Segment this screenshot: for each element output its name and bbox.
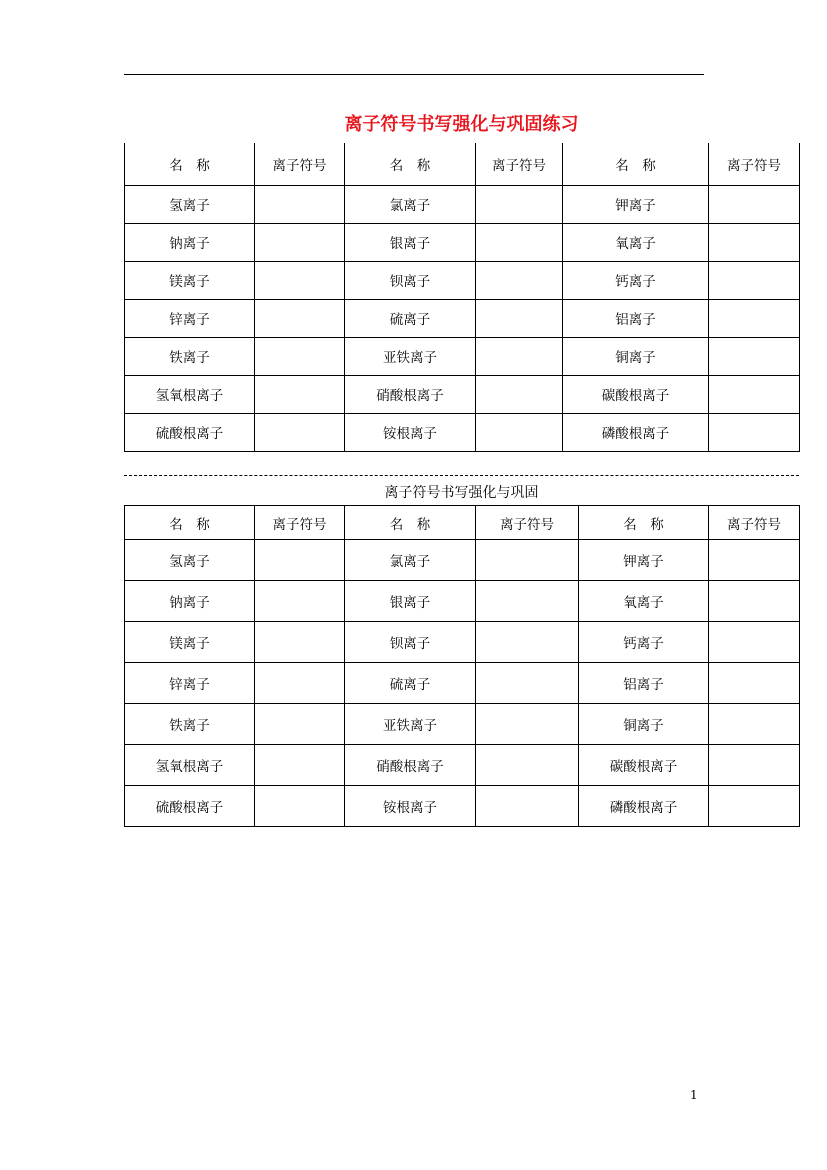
ion-name-cell: 铁离子	[125, 704, 255, 745]
table-row	[125, 185, 800, 223]
name-column-header: 名 称	[579, 506, 709, 540]
ion-symbol-answer-cell[interactable]	[709, 185, 800, 223]
ion-symbol-answer-cell[interactable]	[255, 413, 345, 451]
symbol-column-header: 离子符号	[476, 143, 563, 185]
ion-symbol-answer-cell[interactable]	[476, 299, 563, 337]
ion-symbol-answer-cell[interactable]	[255, 223, 345, 261]
ion-symbol-answer-cell[interactable]	[476, 261, 563, 299]
ion-symbol-answer-cell[interactable]	[709, 704, 800, 745]
table-row	[125, 299, 800, 337]
ion-name-cell: 铵根离子	[345, 786, 476, 827]
worksheet-title: 离子符号书写强化与巩固练习	[344, 114, 579, 135]
ion-name-cell: 氯离子	[345, 540, 476, 581]
ion-name-cell: 亚铁离子	[345, 704, 476, 745]
ion-symbol-answer-cell[interactable]	[709, 663, 800, 704]
ion-symbol-answer-cell[interactable]	[255, 185, 345, 223]
ion-symbol-answer-cell[interactable]	[255, 622, 345, 663]
table-row	[125, 663, 800, 704]
ion-symbol-answer-cell[interactable]	[476, 413, 563, 451]
ion-name-cell: 铵根离子	[345, 413, 476, 451]
ion-symbol-answer-cell[interactable]	[476, 622, 579, 663]
ion-name-cell: 铜离子	[579, 704, 709, 745]
ion-name-cell: 钙离子	[563, 261, 709, 299]
ion-name-cell: 硫酸根离子	[125, 413, 255, 451]
ion-name-cell: 铁离子	[125, 337, 255, 375]
symbol-column-header: 离子符号	[255, 143, 345, 185]
ion-symbol-answer-cell[interactable]	[255, 540, 345, 581]
ion-name-cell: 银离子	[345, 581, 476, 622]
ion-name-cell: 氧离子	[579, 581, 709, 622]
name-column-header: 名 称	[345, 143, 476, 185]
ion-name-cell: 钠离子	[125, 223, 255, 261]
symbol-column-header: 离子符号	[476, 506, 579, 540]
ion-name-cell: 硝酸根离子	[345, 745, 476, 786]
ion-name-cell: 钾离子	[579, 540, 709, 581]
page-number: 1	[690, 1088, 698, 1102]
ion-symbol-answer-cell[interactable]	[476, 223, 563, 261]
table-row	[125, 375, 800, 413]
table-row	[125, 540, 800, 581]
table-row	[125, 745, 800, 786]
ion-name-cell: 铜离子	[563, 337, 709, 375]
ion-symbol-answer-cell[interactable]	[709, 622, 800, 663]
ion-symbol-answer-cell[interactable]	[255, 786, 345, 827]
ion-symbol-answer-cell[interactable]	[255, 375, 345, 413]
ion-symbol-answer-cell[interactable]	[255, 261, 345, 299]
ion-name-cell: 氯离子	[345, 185, 476, 223]
ion-symbol-answer-cell[interactable]	[255, 581, 345, 622]
table-row	[125, 261, 800, 299]
ion-symbol-answer-cell[interactable]	[709, 413, 800, 451]
ion-symbol-answer-cell[interactable]	[476, 704, 579, 745]
ion-name-cell: 铝离子	[579, 663, 709, 704]
table-row	[125, 413, 800, 451]
ion-symbol-answer-cell[interactable]	[255, 704, 345, 745]
ion-name-cell: 钠离子	[125, 581, 255, 622]
ion-symbol-answer-cell[interactable]	[476, 337, 563, 375]
ion-symbol-answer-cell[interactable]	[476, 786, 579, 827]
header-row	[125, 143, 800, 185]
ion-symbol-answer-cell[interactable]	[255, 663, 345, 704]
ion-name-cell: 磷酸根离子	[579, 786, 709, 827]
table-row	[125, 581, 800, 622]
name-column-header: 名 称	[563, 143, 709, 185]
ion-name-cell: 氧离子	[563, 223, 709, 261]
ion-name-cell: 氢氧根离子	[125, 375, 255, 413]
ion-name-cell: 铝离子	[563, 299, 709, 337]
ion-symbol-answer-cell[interactable]	[476, 540, 579, 581]
ion-name-cell: 镁离子	[125, 622, 255, 663]
table-row	[125, 786, 800, 827]
name-column-header: 名 称	[125, 506, 255, 540]
ion-name-cell: 钾离子	[563, 185, 709, 223]
table-row	[125, 223, 800, 261]
ion-symbol-answer-cell[interactable]	[476, 185, 563, 223]
ion-name-cell: 硫酸根离子	[125, 786, 255, 827]
symbol-column-header: 离子符号	[255, 506, 345, 540]
name-column-header: 名 称	[345, 506, 476, 540]
ion-table-1	[124, 143, 800, 452]
header-rule	[124, 74, 704, 75]
ion-name-cell: 硫离子	[345, 299, 476, 337]
table-row	[125, 337, 800, 375]
ion-name-cell: 氢离子	[125, 540, 255, 581]
table-row	[125, 622, 800, 663]
ion-symbol-answer-cell[interactable]	[476, 375, 563, 413]
symbol-column-header: 离子符号	[709, 506, 800, 540]
ion-name-cell: 磷酸根离子	[563, 413, 709, 451]
symbol-column-header: 离子符号	[709, 143, 800, 185]
ion-symbol-answer-cell[interactable]	[255, 745, 345, 786]
ion-symbol-answer-cell[interactable]	[709, 261, 800, 299]
ion-name-cell: 氢氧根离子	[125, 745, 255, 786]
ion-name-cell: 氢离子	[125, 185, 255, 223]
ion-name-cell: 钙离子	[579, 622, 709, 663]
ion-name-cell: 碳酸根离子	[579, 745, 709, 786]
ion-name-cell: 锌离子	[125, 663, 255, 704]
ion-symbol-answer-cell[interactable]	[709, 299, 800, 337]
cut-line	[124, 475, 799, 476]
ion-symbol-answer-cell[interactable]	[709, 581, 800, 622]
ion-name-cell: 镁离子	[125, 261, 255, 299]
ion-symbol-answer-cell[interactable]	[709, 786, 800, 827]
ion-name-cell: 锌离子	[125, 299, 255, 337]
ion-symbol-answer-cell[interactable]	[255, 337, 345, 375]
ion-table-2	[124, 505, 800, 827]
ion-symbol-answer-cell[interactable]	[709, 540, 800, 581]
ion-symbol-answer-cell[interactable]	[255, 299, 345, 337]
name-column-header: 名 称	[125, 143, 255, 185]
ion-symbol-answer-cell[interactable]	[476, 663, 579, 704]
ion-name-cell: 钡离子	[345, 261, 476, 299]
worksheet-subtitle: 离子符号书写强化与巩固	[384, 485, 539, 501]
header-row	[125, 506, 800, 540]
ion-symbol-answer-cell[interactable]	[709, 745, 800, 786]
ion-symbol-answer-cell[interactable]	[476, 581, 579, 622]
ion-symbol-answer-cell[interactable]	[709, 223, 800, 261]
ion-symbol-answer-cell[interactable]	[709, 337, 800, 375]
ion-symbol-answer-cell[interactable]	[476, 745, 579, 786]
ion-symbol-answer-cell[interactable]	[709, 375, 800, 413]
ion-name-cell: 钡离子	[345, 622, 476, 663]
ion-name-cell: 硝酸根离子	[345, 375, 476, 413]
ion-name-cell: 银离子	[345, 223, 476, 261]
table-row	[125, 704, 800, 745]
ion-name-cell: 碳酸根离子	[563, 375, 709, 413]
ion-name-cell: 亚铁离子	[345, 337, 476, 375]
ion-name-cell: 硫离子	[345, 663, 476, 704]
